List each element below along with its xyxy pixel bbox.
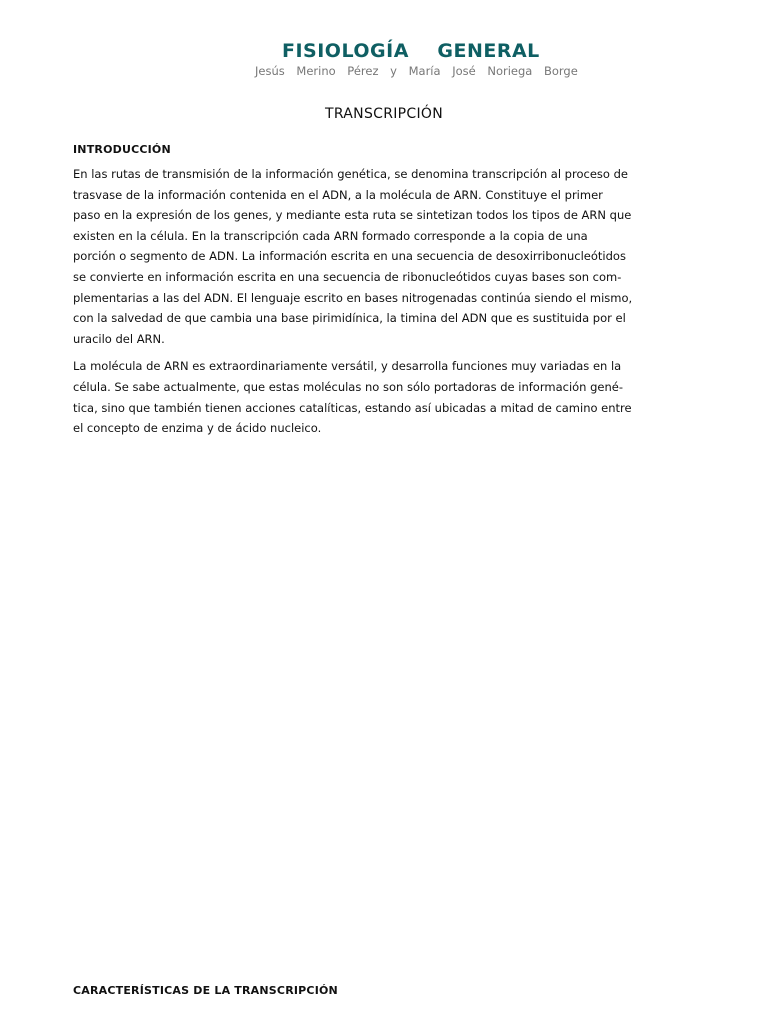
document-title: TRANSCRIPCIÓN bbox=[324, 106, 444, 122]
section-heading-caracteristicas: CARACTERÍSTICAS DE LA TRANSCRIPCIÓN bbox=[73, 984, 338, 997]
header-title: FISIOLOGÍA GENERAL bbox=[282, 40, 540, 62]
paragraph-2: La molécula de ARN es extraordinariamente versátil, y desarrolla funciones muy variadas en la célula. Se sabe actualmente, que estas moléculas no son sólo portadoras de información genética, sino que también tienen acciones catalíticas, estando así ubicadas a mitad de camino entre el concepto de enzima y de ácido nucleico. bbox=[73, 359, 632, 436]
section-heading-introduccion: INTRODUCCIÓN bbox=[73, 143, 171, 156]
header-authors: Jesús Merino Pérez y María José Noriega Borge bbox=[255, 64, 578, 78]
paragraph-1: En las rutas de transmisión de la información genética, se denomina transcripción al proceso de trasvase de la información contenida en el ADN, a la molécula de ARN. Constituye el primer paso en la expresión de los genes, y mediante esta ruta se sintetizan todos los tipos de ARN que existen en la célula. En la transcripción cada ARN formado corresponde a la copia de una porción o segmento de ADN. La información escrita en una secuencia de desoxirribonucleótidos se convierte en información escrita en una secuencia de ribonucleótidos cuyas bases son complementarias a las del ADN. El lenguaje escrito en bases nitrogenadas continúa siendo el mismo, con la salvedad de que cambia una base pirimidínica, la timina del ADN que es sustituida por el uracilo del ARN. bbox=[73, 167, 633, 346]
document-body bbox=[73, 164, 633, 446]
